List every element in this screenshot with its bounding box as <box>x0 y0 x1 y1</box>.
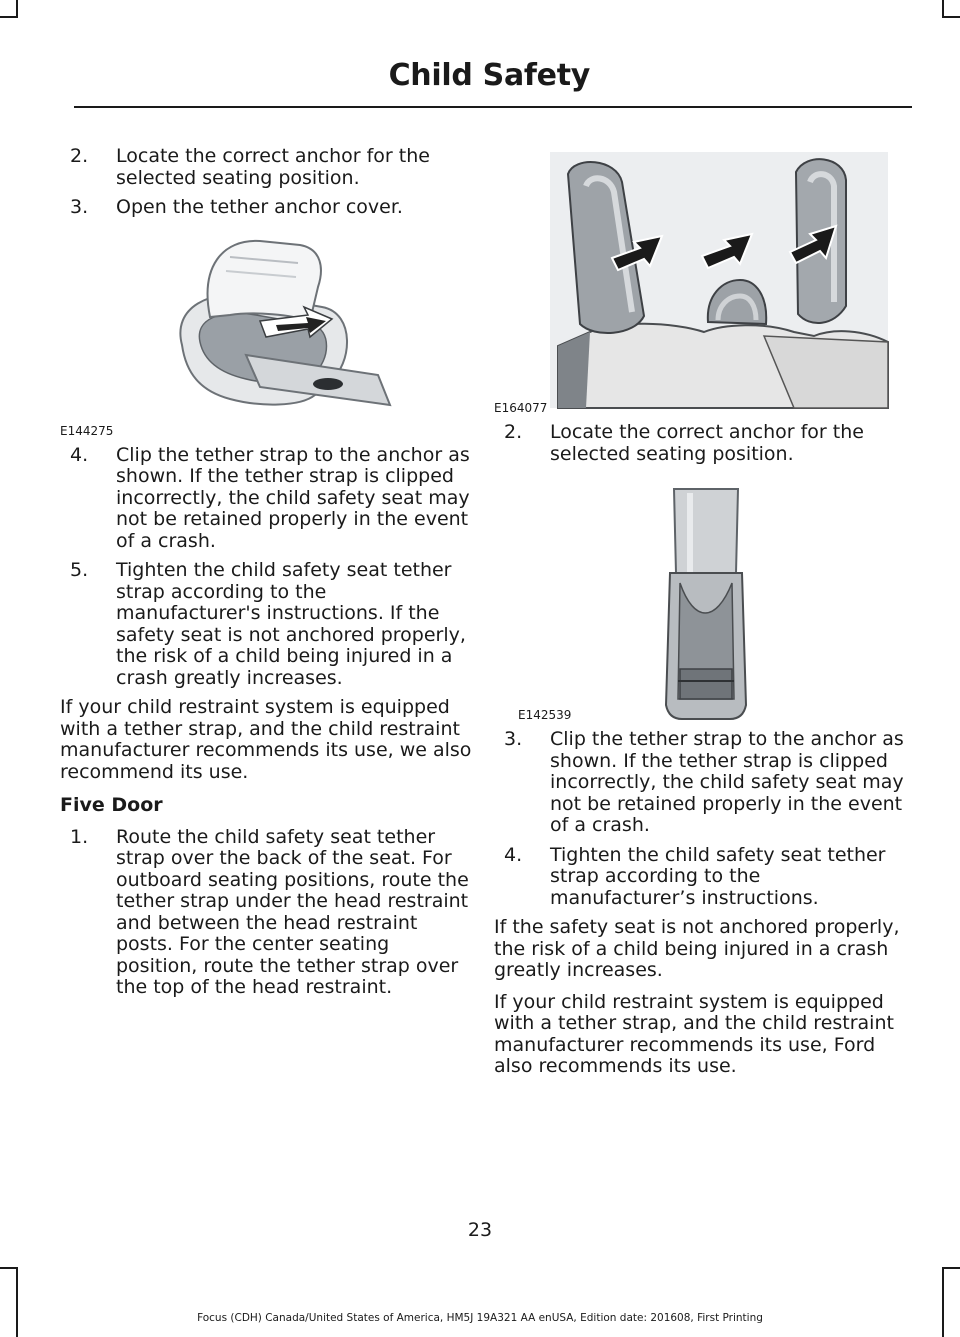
steps-list <box>60 445 475 690</box>
steps-list <box>60 827 475 999</box>
page-number: 23 <box>467 1219 493 1241</box>
list-item: 3. Clip the tether strap to the anchor as shown. If the tether strap is clipped incorrectly, the child safety seat may not be retained properly in the event of a crash. <box>504 728 904 836</box>
figure-code: E144275 <box>60 423 114 438</box>
crop-mark-bottom-right <box>942 1267 960 1269</box>
crop-mark-bottom-right <box>942 1267 944 1337</box>
list-item: 5. Tighten the child safety seat tether strap according to the manufacturer's instructions. If the safety seat is not anchored properly, the risk of a child being injured in a crash greatly increases. <box>70 559 466 689</box>
list-item: 1. Route the child safety seat tether strap over the back of the seat. For outboard seating positions, route the tether strap under the head restraint and between the head restraint posts. For the center seating position, route the tether strap over the top of the head restraint. <box>70 825 469 998</box>
steps-list <box>494 422 909 465</box>
head-restraints-illustration <box>494 146 909 414</box>
crop-mark-bottom-left <box>16 1267 18 1337</box>
paragraph: If your child restraint system is equipped with a tether strap, and the child restraint manufacturer recommends its use, we also recommend its use. <box>60 696 472 783</box>
left-column <box>60 146 475 1007</box>
crop-mark-bottom-left <box>0 1267 18 1269</box>
list-item: 3. Open the tether anchor cover. <box>70 196 403 218</box>
steps-list <box>494 729 909 909</box>
list-item: 2. Locate the correct anchor for the selected seating position. <box>504 421 864 465</box>
figure-head-restraints <box>494 146 909 414</box>
paragraph: If your child restraint system is equipped with a tether strap, and the child restraint manufacturer recommends its use, Ford also recommends its use. <box>494 990 894 1077</box>
section-heading: Five Door <box>60 794 163 816</box>
list-item: 2. Locate the correct anchor for the selected seating position. <box>70 145 430 189</box>
crop-mark-top-left <box>0 16 18 18</box>
page-title: Child Safety <box>388 58 590 93</box>
figure-code: E142539 <box>518 708 572 722</box>
paragraph: If the safety seat is not anchored properly, the risk of a child being injured in a crash greatly increases. <box>494 916 900 981</box>
crop-mark-top-right <box>942 16 960 18</box>
list-item: 4. Clip the tether strap to the anchor as shown. If the tether strap is clipped incorrectly, the child safety seat may not be retained properly in the event of a crash. <box>70 443 470 552</box>
right-column <box>494 146 909 1088</box>
figure-tether-anchor-cover <box>60 227 475 437</box>
header-divider <box>74 106 912 108</box>
list-item: 4. Tighten the child safety seat tether strap according to the manufacturer’s instructions. <box>504 843 886 909</box>
steps-list <box>60 146 475 219</box>
anchor-strap-illustration <box>494 473 909 721</box>
footer-text: Focus (CDH) Canada/United States of America, HM5J 19A321 AA enUSA, Edition date: 201608, First Printing <box>197 1312 763 1324</box>
tether-anchor-cover-illustration <box>60 227 475 437</box>
figure-code: E164077 <box>494 401 548 415</box>
figure-anchor-strap <box>494 473 909 721</box>
